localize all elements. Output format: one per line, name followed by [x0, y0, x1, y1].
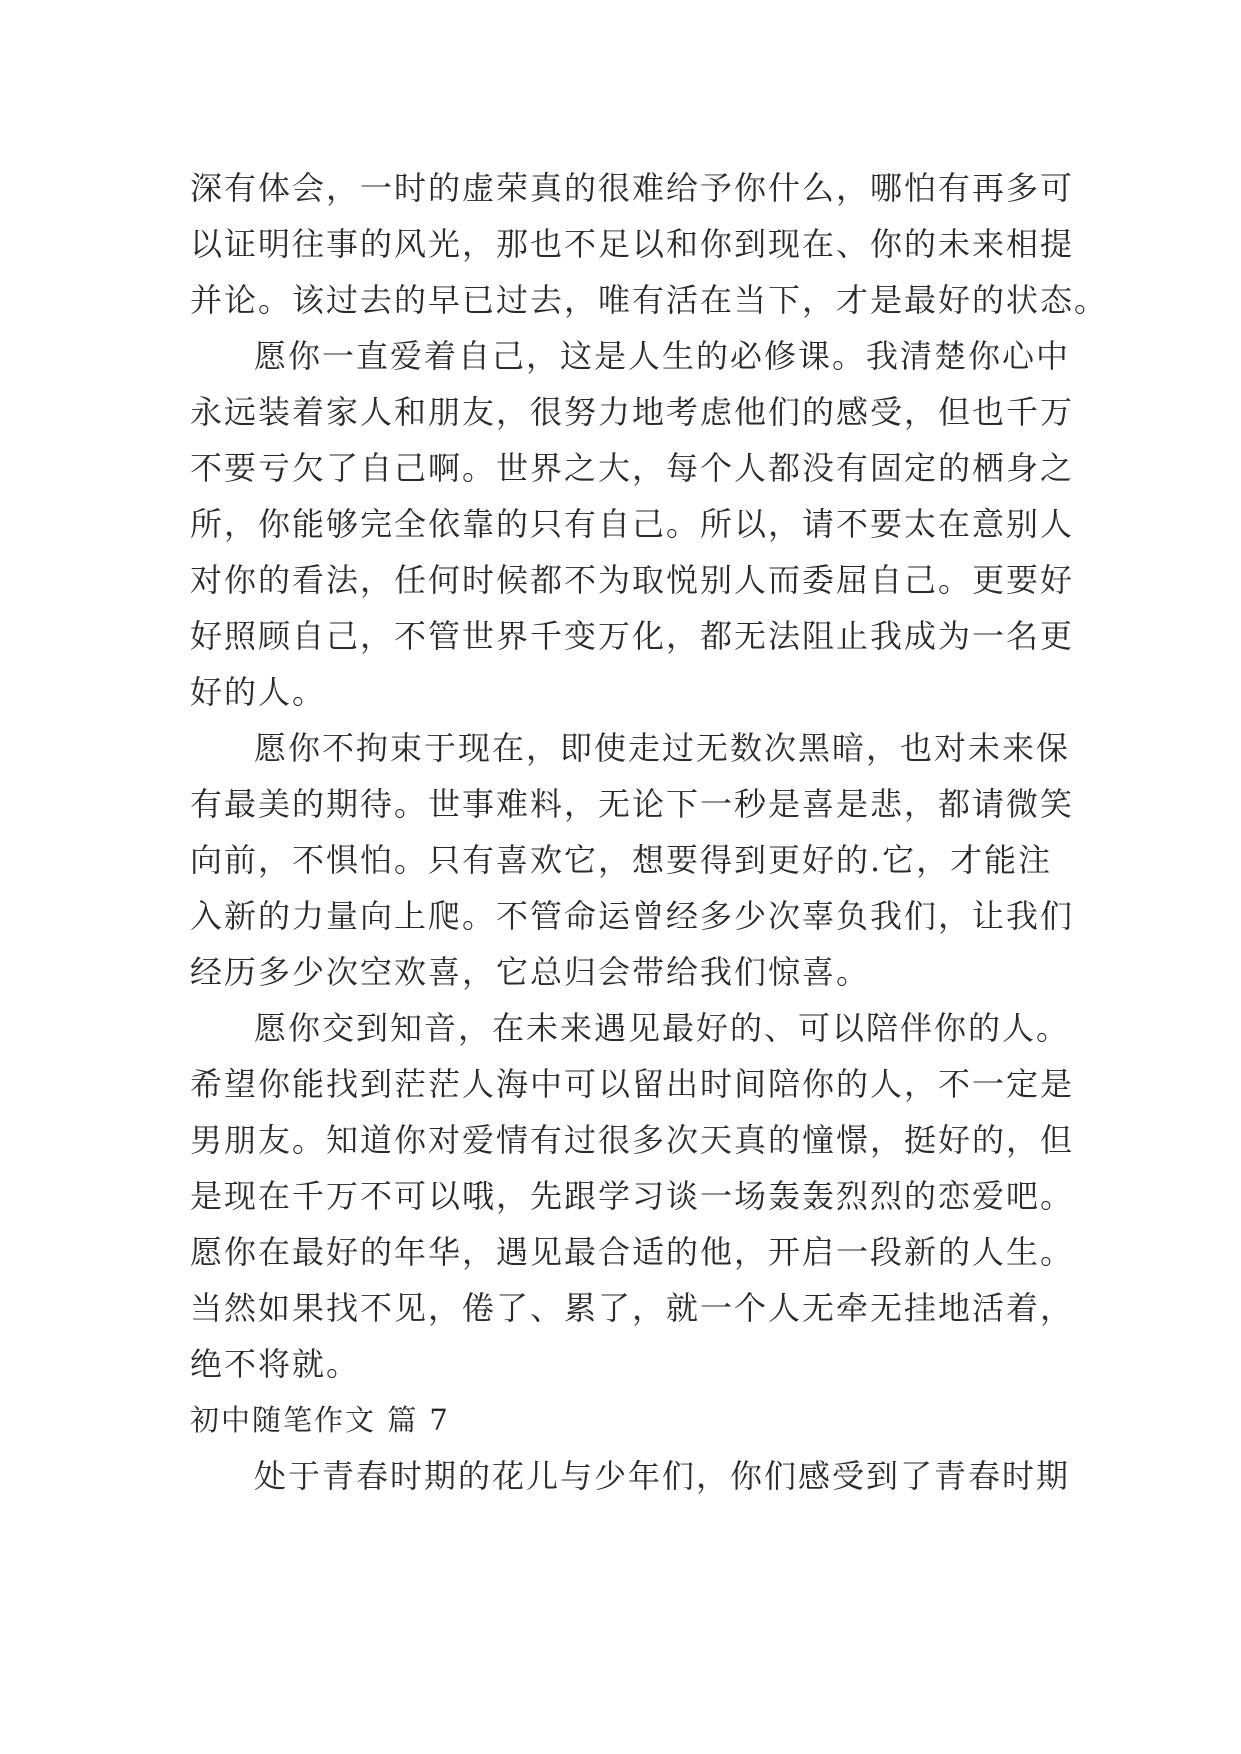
text-line: 入新的力量向上爬。不管命运曾经多少次辜负我们，让我们	[190, 897, 1075, 935]
text-line: 有最美的期待。世事难料，无论下一秒是喜是悲，都请微笑	[190, 785, 1075, 823]
paragraph-future	[190, 720, 1075, 1000]
text-line: 并论。该过去的早已过去，唯有活在当下，才是最好的状态。	[190, 281, 1109, 319]
text-line: 愿你一直爱着自己，这是人生的必修课。我清楚你心中	[254, 337, 1071, 375]
text-line: 以证明往事的风光，那也不足以和你到现在、你的未来相提	[190, 225, 1075, 263]
paragraph-love-self	[190, 328, 1075, 720]
text-line: 男朋友。知道你对爱情有过很多次天真的憧憬，挺好的，但	[190, 1121, 1075, 1159]
paragraph-intro	[190, 160, 1109, 328]
text-line: 不要亏欠了自己啊。世界之大，每个人都没有固定的栖身之	[190, 449, 1075, 487]
text-line: 当然如果找不见，倦了、累了，就一个人无牵无挂地活着，	[190, 1289, 1075, 1327]
paragraph-youth	[190, 1448, 1070, 1504]
text-line: 向前，不惧怕。只有喜欢它，想要得到更好的.它，才能注	[190, 841, 1053, 879]
text-line: 好的人。	[190, 673, 327, 711]
text-line: 绝不将就。	[190, 1345, 361, 1383]
text-line: 深有体会，一时的虚荣真的很难给予你什么，哪怕有再多可	[190, 169, 1075, 207]
text-line: 愿你在最好的年华，遇见最合适的他，开启一段新的人生。	[190, 1233, 1075, 1271]
document-body	[190, 160, 1109, 1504]
text-line: 对你的看法，任何时候都不为取悦别人而委屈自己。更要好	[190, 561, 1075, 599]
text-line: 好照顾自己，不管世界千变万化，都无法阻止我成为一名更	[190, 617, 1075, 655]
text-line: 处于青春时期的花儿与少年们，你们感受到了青春时期	[254, 1457, 1071, 1495]
paragraph-friend	[190, 1000, 1075, 1392]
text-line: 是现在千万不可以哦，先跟学习谈一场轰轰烈烈的恋爱吧。	[190, 1177, 1075, 1215]
text-line: 希望你能找到茫茫人海中可以留出时间陪你的人，不一定是	[190, 1065, 1075, 1103]
text-line: 所，你能够完全依靠的只有自己。所以，请不要太在意别人	[190, 505, 1075, 543]
text-line: 永远装着家人和朋友，很努力地考虑他们的感受，但也千万	[190, 393, 1075, 431]
text-line: 经历多少次空欢喜，它总归会带给我们惊喜。	[190, 953, 871, 991]
section-heading: 初中随笔作文 篇 7	[190, 1403, 450, 1437]
text-line: 愿你交到知音，在未来遇见最好的、可以陪伴你的人。	[254, 1009, 1071, 1047]
text-line: 愿你不拘束于现在，即使走过无数次黑暗，也对未来保	[254, 729, 1071, 767]
